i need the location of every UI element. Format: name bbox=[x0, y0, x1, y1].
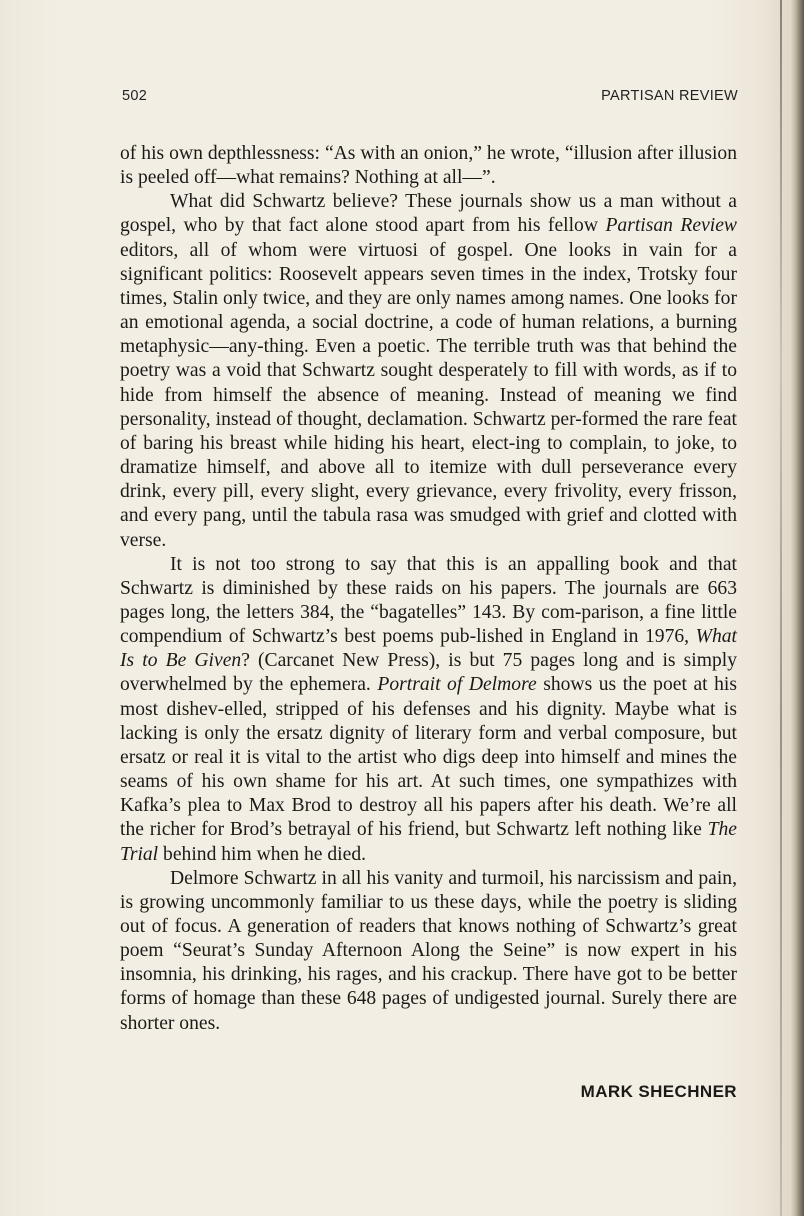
italic-title-the-trial: The Trial bbox=[120, 819, 737, 865]
paragraph-3 bbox=[120, 553, 737, 867]
paragraph-4 bbox=[120, 867, 737, 1036]
paragraph-2 bbox=[120, 190, 737, 552]
text-run: editors, all of whom were virtuosi of gospel. One looks in vain for a significant politics: Roosevelt appears seven times in the index, Trotsky four times, Stalin only twice, and they are only names among names. One looks for an emotional agenda, a social doctrine, a code of human relations, a burning metaphysic—any-thing. Even a poetic. The terrible truth was that behind the poetry was a void that Schwartz sought desperately to fill with words, as if to hide from himself the absence of meaning. Instead of meaning we find personality, instead of thought, declamation. Schwartz per-formed the rare feat of baring his breast while hiding his heart, elect-ing to complain, to joke, to dramatize himself, and above all to itemize with dull perseverance every drink, every pill, every slight, every grievance, every frivolity, every frisson, and every pang, until the tabula rasa was smudged with grief and clotted with verse. bbox=[120, 239, 737, 551]
page-number: 502 bbox=[122, 88, 148, 104]
text-run: ? (Carcanet New Press), is but 75 pages long and is simply overwhelmed by the ephemera. bbox=[120, 650, 737, 696]
book-spine-edge bbox=[790, 0, 804, 1216]
italic-title-partisan-review: Partisan Review bbox=[605, 215, 737, 237]
text-run: What did Schwartz believe? These journals show us a man without a gospel, who by that fact alone stood apart from his fellow bbox=[120, 191, 737, 237]
text-run: of his own depthlessness: “As with an onion,” he wrote, “illusion after illusion is peeled off—what remains? Nothing at all—”. bbox=[120, 143, 737, 189]
text-run: Delmore Schwartz in all his vanity and turmoil, his narcissism and pain, is growing uncommonly familiar to us these days, while the poetry is sliding out of focus. A generation of readers that knows nothing of Schwartz’s great poem “Seurat’s Sunday Afternoon Along the Seine” is now expert in his insomnia, his drinking, his rages, and his crackup. There have got to be better forms of homage than these 648 pages of undigested journal. Surely there are shorter ones. bbox=[120, 867, 737, 1034]
page-gutter-shadow bbox=[780, 0, 782, 1216]
text-run: shows us the poet at his most dishev-elled, stripped of his defenses and his dignity. Maybe what is lacking is only the ersatz dignity of literary form and verbal composure, but ersatz or real it is vital to the artist who digs deep into himself and mines the seams of his own shame for his art. At such times, one sympathizes with Kafka’s plea to Max Brod to destroy all his papers after his death. We’re all the richer for Brod’s betrayal of his friend, but Schwartz left nothing like bbox=[120, 674, 737, 841]
author-signature: MARK SHECHNER bbox=[580, 1082, 737, 1101]
text-run: behind him when he died. bbox=[158, 843, 367, 865]
article-body bbox=[120, 142, 737, 1036]
text-run: It is not too strong to say that this is an appalling book and that Schwartz is diminished by these raids on his papers. The journals are 663 pages long, the letters 384, the “bagatelles” 143. By com-parison, a fine little compendium of Schwartz’s best poems pub-lished in England in 1976, bbox=[120, 553, 737, 648]
italic-title-portrait-of-delmore: Portrait of Delmore bbox=[377, 674, 537, 696]
running-head bbox=[122, 88, 738, 108]
paragraph-1 bbox=[120, 142, 737, 190]
italic-title-what-is-to-be-given: What Is to Be Given bbox=[120, 626, 737, 672]
journal-title: PARTISAN REVIEW bbox=[601, 88, 738, 104]
